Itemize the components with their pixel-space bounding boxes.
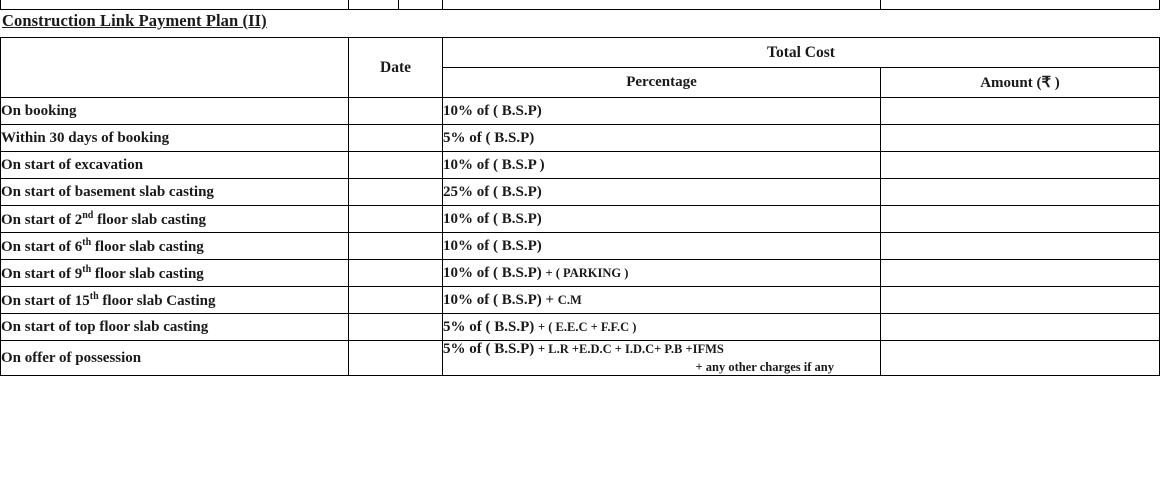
row-event-text: On start of 6 [1, 238, 83, 255]
table-row [1, 125, 1160, 152]
section-title: Construction Link Payment Plan (II) [2, 11, 267, 30]
row-date-cell[interactable] [349, 233, 443, 260]
row-amount-cell[interactable] [881, 341, 1160, 376]
row-percentage-main: 5% of ( B.S.P) [443, 129, 535, 146]
row-percentage-main: 10% of ( B.S.P) + [443, 291, 558, 308]
header-date: Date [349, 38, 443, 98]
row-amount-cell[interactable] [881, 206, 1160, 233]
row-event-label [1, 287, 349, 314]
row-event-text-tail: floor slab casting [91, 238, 204, 255]
table-row [1, 233, 1160, 260]
row-percentage-main: 25% of ( B.S.P) [443, 183, 542, 200]
row-percentage-extra: + ( E.E.C + F.F.C ) [538, 319, 637, 334]
previous-table-bottom-edge [0, 0, 1160, 10]
row-event-ordinal-suffix: th [82, 263, 92, 275]
row-event-label [1, 125, 349, 152]
row-event-ordinal-suffix: th [89, 290, 99, 302]
row-date-cell[interactable] [349, 125, 443, 152]
table-border-segment [398, 0, 399, 9]
row-event-text-tail: floor slab Casting [98, 292, 216, 309]
row-percentage-extra: C.M [557, 292, 582, 307]
row-percentage-cell [443, 206, 881, 233]
row-event-text: On offer of possession [1, 349, 142, 366]
row-event-text: On start of 2 [1, 211, 83, 228]
row-event-label [1, 98, 349, 125]
row-event-label [1, 152, 349, 179]
row-event-text: On booking [1, 102, 77, 119]
row-percentage-extra: + ( PARKING ) [545, 265, 629, 280]
row-percentage-extra: + L.R +E.D.C + I.D.C+ P.B +IFMS [538, 342, 724, 356]
row-event-text: Within 30 days of booking [1, 129, 170, 146]
row-date-cell[interactable] [349, 152, 443, 179]
row-percentage-main: 10% of ( B.S.P) [443, 264, 546, 281]
row-event-text-tail: floor slab casting [93, 211, 207, 228]
table-row [1, 206, 1160, 233]
row-event-label [1, 179, 349, 206]
row-percentage-main: 10% of ( B.S.P ) [443, 156, 545, 173]
row-date-cell[interactable] [349, 287, 443, 314]
row-event-label [1, 206, 349, 233]
table-header-row-1 [1, 38, 1160, 68]
row-event-text: On start of excavation [1, 156, 144, 173]
row-event-text: On start of top floor slab casting [1, 318, 209, 335]
row-amount-cell[interactable] [881, 152, 1160, 179]
row-event-text-tail: floor slab casting [91, 265, 204, 282]
row-event-ordinal-suffix: th [82, 236, 92, 248]
row-event-label [1, 260, 349, 287]
table-header [1, 38, 1160, 98]
header-total-cost: Total Cost [443, 38, 1160, 68]
row-percentage-main: 5% of ( B.S.P) [443, 341, 538, 357]
header-amount-label: Amount (₹ ) [980, 75, 1060, 91]
table-border-segment [442, 0, 443, 9]
header-percentage: Percentage [443, 68, 881, 98]
row-event-label [1, 314, 349, 341]
table-row [1, 152, 1160, 179]
row-amount-cell[interactable] [881, 314, 1160, 341]
table-row [1, 314, 1160, 341]
header-event [1, 38, 349, 98]
row-date-cell[interactable] [349, 179, 443, 206]
row-percentage-cell [443, 125, 881, 152]
row-percentage-main: 10% of ( B.S.P) [443, 210, 542, 227]
row-event-ordinal-suffix: nd [82, 209, 94, 221]
table-row [1, 260, 1160, 287]
row-percentage-main: 5% of ( B.S.P) [443, 318, 538, 335]
row-percentage-cell [443, 152, 881, 179]
row-event-label [1, 233, 349, 260]
row-percentage-main: 10% of ( B.S.P) [443, 237, 542, 254]
row-percentage-cell [443, 98, 881, 125]
row-percentage-cell [443, 179, 881, 206]
row-percentage-cell [443, 260, 881, 287]
row-date-cell[interactable] [349, 341, 443, 376]
row-date-cell[interactable] [349, 260, 443, 287]
row-amount-cell[interactable] [881, 287, 1160, 314]
header-amount [881, 68, 1160, 98]
row-amount-cell[interactable] [881, 179, 1160, 206]
row-event-text: On start of basement slab casting [1, 183, 214, 200]
table-row [1, 287, 1160, 314]
table-border-segment [880, 0, 881, 9]
table-border-segment [0, 0, 1, 9]
row-date-cell[interactable] [349, 206, 443, 233]
row-event-label [1, 341, 349, 376]
row-amount-cell[interactable] [881, 98, 1160, 125]
row-percentage-cell [443, 287, 881, 314]
row-amount-cell[interactable] [881, 125, 1160, 152]
row-amount-cell[interactable] [881, 260, 1160, 287]
table-row [1, 179, 1160, 206]
row-percentage-cell [443, 233, 881, 260]
table-border-segment [348, 0, 349, 9]
row-percentage-cell [443, 314, 881, 341]
row-date-cell[interactable] [349, 98, 443, 125]
table-row [1, 341, 1160, 376]
row-percentage-tail: + any other charges if any [695, 360, 834, 374]
payment-plan-table [0, 37, 1160, 376]
row-date-cell[interactable] [349, 314, 443, 341]
row-percentage-main: 10% of ( B.S.P) [443, 102, 542, 119]
row-percentage-cell [443, 341, 881, 376]
row-event-text: On start of 15 [1, 292, 90, 309]
table-row [1, 98, 1160, 125]
row-amount-cell[interactable] [881, 233, 1160, 260]
table-body [1, 98, 1160, 376]
row-event-text: On start of 9 [1, 265, 83, 282]
